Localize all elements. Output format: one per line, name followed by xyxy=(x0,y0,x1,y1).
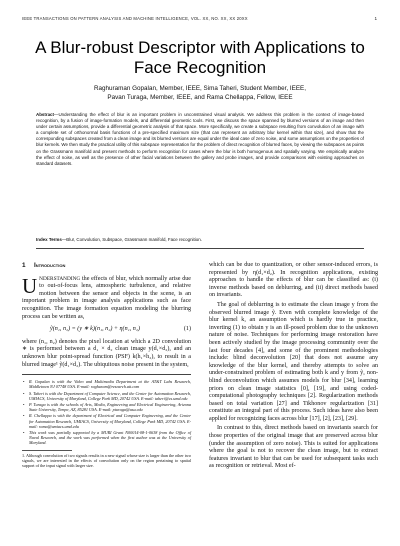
running-header: IEEE TRANSACTIONS ON PATTERN ANALYSIS AND MACHINE INTELLIGENCE, VOL. XX, NO. XX, XX 20XX xyxy=(22,16,248,21)
index-terms-text: —Blur, Convolution, Subspace, Grassmann manifold, Face recognition. xyxy=(61,237,202,242)
affiliation-item: • P. Turaga is with the schools of Arts, Media, Engineering and Electrical Engineering, Arizona State University, Tempe, AZ, 85281 USA. E-mail: pturaga@asu.edu xyxy=(22,402,191,412)
index-terms-label: Index Terms xyxy=(36,237,62,242)
equation-body: ỹ(n₁, n₂) = (y ∗ k)(n₁, n₂) + η(n₁, n₂) xyxy=(50,326,140,333)
equation-1 xyxy=(22,326,191,334)
section-number: 1 xyxy=(22,262,26,269)
right-column xyxy=(209,262,378,473)
right-paragraph-2: The goal of deblurring is to estimate the clean image y from the observed blurred image ỹ. Even with complete knowledge of the blur kernel k, an assumption which is hardly true in practice, inverting (1) to obtain y is an ill-posed problem due to the unknown nature of noise. Techniques for performing image restoration have been actively studied by the image processing community over the last four decades [4], and some of the prominent methodologies include: blind deconvolution [20] that does not assume any knowledge of the blur kernel, and thereby attempts to solve an under-constrained problem of estimating both k and y from ỹ, non-blind deconvolution which assumes models for blur [34], learning priors on clean image statistics [0], [19], and using coded-computational photography techniques [2]. Regularization methods based on total variation [27] and Tikhonov regularization [31] constitute an integral part of this process. Such ideas have also been applied for recognizing faces across blur [17], [2], [23], [29]. xyxy=(209,301,378,422)
footnote: 1. Although convolution of two signals results in a new signal whose size is larger than the other two signals, we are interested in the effects of convolution only on the region pertaining to spatial support of the input signal with larger size. xyxy=(22,453,191,469)
affiliation-item: • R. Gopalan is with the Video and Multimedia Department at the AT&T Labs Research, Middletown NJ 07748 USA. E-mail: raghuram@research.att.com xyxy=(22,379,191,389)
left-column xyxy=(22,262,191,469)
abstract xyxy=(36,112,364,167)
author-list xyxy=(30,84,370,102)
intro-paragraph-2: where (n₁, n₂) denotes the pixel location at which a 2D convolution ∗ is performed between a d₁ × d₂ clean image y(d₁×d₂), and an unknown blur point-spread function (PSF) k(h₁×h₂), to result in a blurred image¹ ỹ(d₁×d₂). The ubiquitous noise present in the system, xyxy=(22,338,191,368)
right-paragraph-3: In contrast to this, direct methods based on invariants search for those properties of the original image that are preserved across blur (under the assumption of zero noise). This is suited for applications where the goal is not to recover the clean image, but to extract features invariant to blur that can be used for subsequent tasks such as recognition or retrieval. Most ef- xyxy=(209,425,378,470)
section-title: Introduction xyxy=(34,262,66,269)
equation-number: (1) xyxy=(183,326,191,333)
intro-paragraph-1 xyxy=(22,273,191,322)
drop-cap: U xyxy=(22,273,38,298)
affiliation-item: • R. Chellappa is with the department of Electrical and Computer Engineering, and the Center for Automation Research, UMIACS, University of Maryland, College Park MD, 20742 USA. E-mail: rama@umiacs.umd.edu xyxy=(22,413,191,429)
page-number: 1 xyxy=(374,16,377,21)
footnote-divider xyxy=(22,450,72,451)
affiliations-list xyxy=(22,379,191,445)
abstract-divider xyxy=(36,248,364,249)
lead-words: NDERSTANDING xyxy=(39,275,81,282)
title-line-2: Face Recognition xyxy=(133,58,267,77)
intro-text-1: the effects of blur, which normally arise due to out-of-focus lens, atmospheric turbulence, and relative motion between the sensor and objects in the scene, is an important problem in image analysis applications such as face recognition. The image formation equation modeling the blurring process can be written as, xyxy=(22,275,191,320)
affiliation-item: • S. Taheri is with the Department of Computer Science, and the Center for Automation Research, UMIACS, University of Maryland, College Park MD, 20742 USA. E-mail: taheri@cs.umd.edu xyxy=(22,391,191,401)
paper-title xyxy=(20,38,380,78)
affiliation-item: • This work was partially supported by a MURI Grant N00014-08-1-0638 from the Office of Naval Research, and the work was performed when the first author was at the University of Maryland. xyxy=(22,430,191,446)
abstract-text: —Understanding the effect of blur is an important problem in unconstrained visual analysis. We address this problem in the context of image-based recognition, by a fusion of image-formation models, and differential geometric tools. First, we discuss the space spanned by blurred versions of an image and then under certain assumptions, provide a differential geometric analysis of that space. More specifically, we create a subspace resulting from convolution of an image with a complete set of orthonormal basis functions of a pre-specified maximum size (that can represent an arbitrary blur kernel within that size), and show that the corresponding subspaces created from a clean image and its blurred versions are equal under the ideal case of zero noise, and some assumptions on the properties of blur kernels. We then study the practical utility of this subspace representation for the problem of direct recognition of blurred faces, by viewing the subspaces as points on the Grassmann manifold and present methods to perform recognition for cases where the blur is both homogenous and spatially varying. We empirically analyze the effect of noise, as well as the presence of other facial variations between the gallery and probe images, and provide comparisons with existing approaches on standard datasets. xyxy=(36,112,364,166)
section-heading xyxy=(22,262,191,270)
title-line-1: A Blur-robust Descriptor with Applications to xyxy=(35,38,365,57)
authors-line-2: Pavan Turaga, Member, IEEE, and Rama Chellappa, Fellow, IEEE xyxy=(107,94,293,101)
authors-line-1: Raghuraman Gopalan, Member, IEEE, Sima Taheri, Student Member, IEEE, xyxy=(94,85,306,92)
abstract-label: Abstract xyxy=(36,112,55,117)
right-paragraph-1: which can be due to quantization, or other sensor-induced errors, is represented by η(d₁×d₂). In recognition applications, existing approaches to handle the effects of blur can be classified as: (i) inverse methods based on deblurring, and (ii) direct methods based on invariants. xyxy=(209,262,378,299)
affiliations-block xyxy=(22,374,191,445)
index-terms xyxy=(36,237,364,242)
